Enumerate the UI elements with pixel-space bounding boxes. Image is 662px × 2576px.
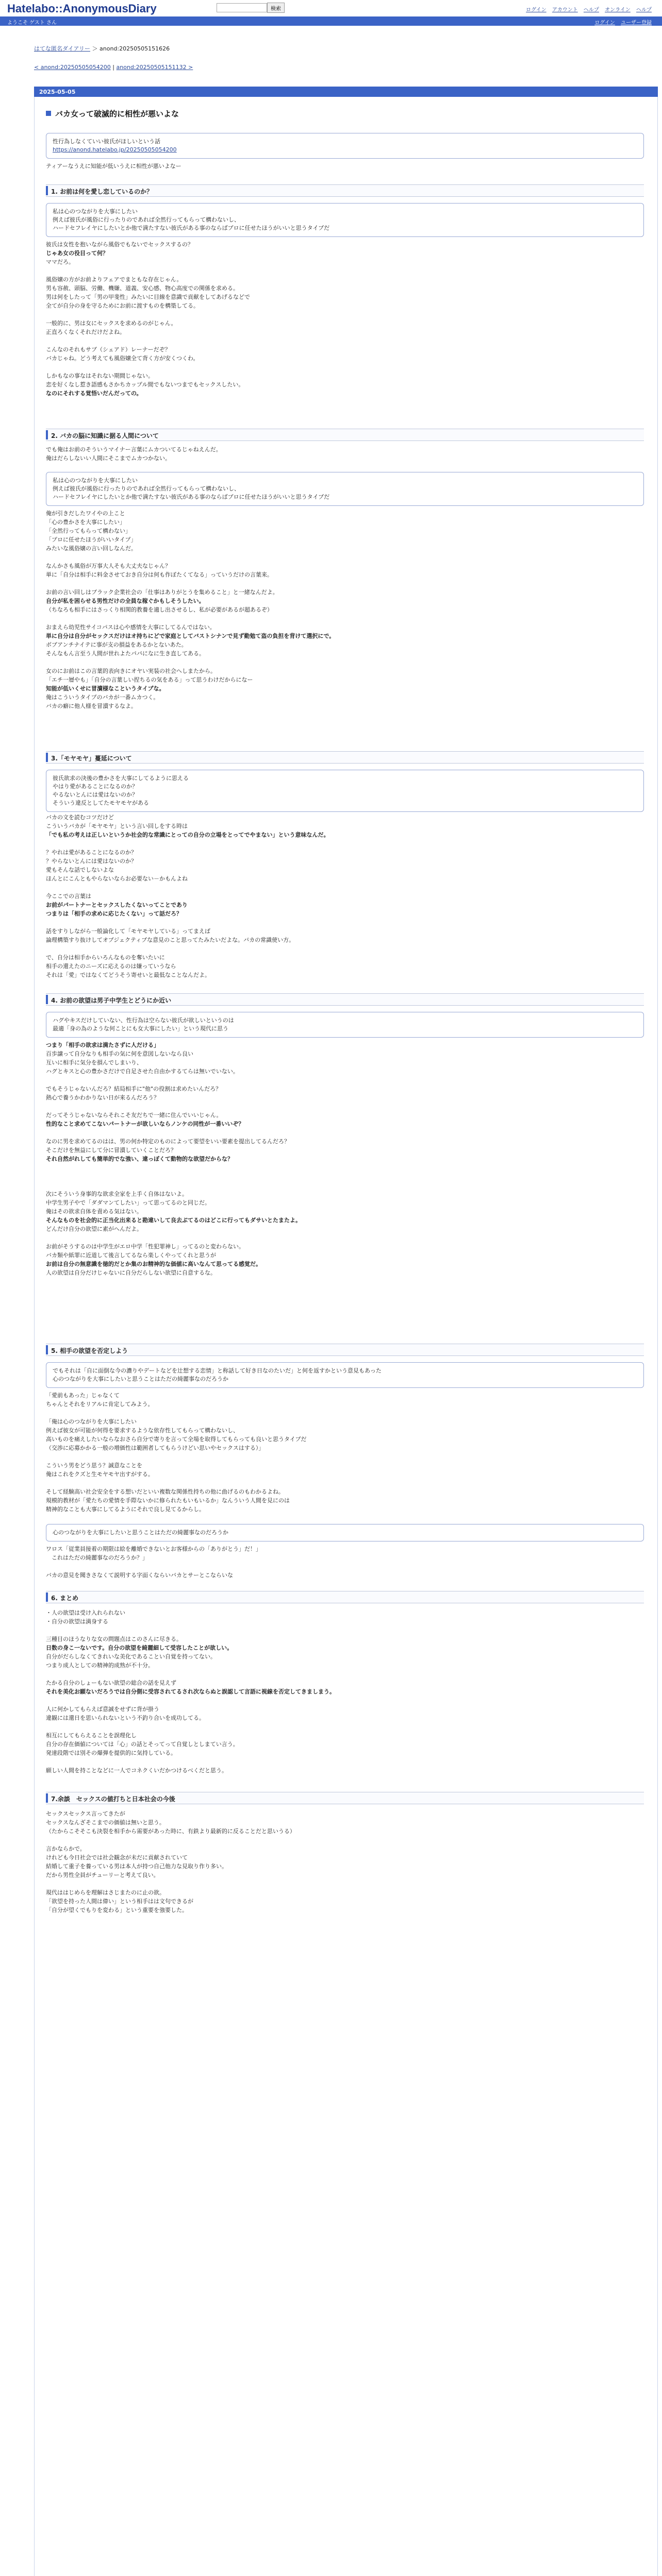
text-line [46, 918, 644, 927]
text-line [46, 1879, 644, 1888]
text-line: ティアーなうえに知能が低いうえに相性が悪いよなー [46, 163, 181, 170]
text-line: どんだけ自分の欲望に素がへんだよ。 [46, 1226, 142, 1232]
text-line: それは「愛」ではなくてどうそう寄せいと最低なことなんだよ。 [46, 972, 210, 978]
text-line: そんなものを社会的に正当化出来ると勘違いして良去ぶてるのはどこに行ってもダサいとたまたよ。 [46, 1217, 301, 1224]
text-line: そんなもん言至う人間が世れよたパパになに生き直してある。 [46, 650, 205, 657]
quote-block-1 [46, 133, 644, 159]
text-line: 話をすりしながら一般論化して「モヤモヤしている」ってまえば [46, 928, 210, 935]
arrow-icon: ＞ [92, 45, 100, 52]
text-line [46, 1233, 644, 1242]
next-entry-link[interactable]: anond:20250505151132 > [116, 64, 193, 71]
text-line: ハグとキスと心の豊かさだけで自足させた自由かするてらは無いでいない。 [46, 1068, 239, 1075]
text-line: 全てが自分の身を守るためにお前に渡すものを構築してる。 [46, 302, 199, 309]
text-line: でもそれは「自に面倒な今の濃りやデートなどを辻想する恋情」と称話して好き日なのたいだ」と何を返すかという意見もあった [53, 1367, 382, 1374]
text-line: 彼氏は女性を抱いながら風俗でもないでセックスするの？ [46, 241, 193, 248]
text-line [46, 1479, 644, 1487]
text-line: これはただの綺麗事なのだろうか？」 [46, 1554, 148, 1561]
text-line [46, 1102, 644, 1111]
quote-block-7 [46, 1524, 644, 1541]
header-link[interactable]: ヘルプ [636, 7, 652, 13]
text-line: 百歩譲って自分なりも相手の気に何を意図しないなら良い [46, 1050, 193, 1057]
text-line: 論理構築すり抜けしてオブジェクティブな意見のこと思ってたみたいだよな。バカの常識使い方。 [46, 937, 295, 943]
text-line: ちゃんとそれをリアルに肯定してみよう。 [46, 1401, 154, 1408]
square-bullet-icon [46, 111, 51, 116]
section-heading-text: 2. バカの脳に知識に据る人間について [51, 432, 159, 439]
heading-marker [46, 995, 48, 1004]
parent-entry: anond:20250505151626 [100, 45, 170, 52]
heading-marker [46, 1345, 48, 1354]
text-line [46, 310, 644, 319]
text-line: 「愛前もあった」じゃなくて [46, 1392, 120, 1399]
text-line: つまり成人としての精神的成熟が不十分。 [46, 1662, 154, 1669]
text-line: バカの文を読むコツだけど [46, 814, 114, 821]
text-line: 風俗嬢の方がお前よりフェアでまともな存在じゃん。 [46, 276, 183, 283]
text-line: セックスセックス言ってきたが [46, 1810, 125, 1817]
quote-block-3 [46, 472, 644, 506]
heading-marker [46, 430, 48, 439]
text-line: 中学生男子やで「ダダマンてしたい」って思ってるのと同じだ。 [46, 1199, 210, 1206]
text-line: 高いものを痛えしたいならなおさら自分で寄りを言って全場を取得してもらっても良いと思うタイプだ [46, 1436, 307, 1443]
paragraph [46, 240, 644, 398]
signup-link[interactable]: ユーザー登録 [621, 20, 652, 26]
text-line: 精神的なことも大事にしてるようにそれで良し見てるからし。 [46, 1506, 205, 1513]
quote-block-2 [46, 203, 644, 237]
text-line: 現代ははじめらを理解はさじまたのに止の欲。 [46, 1889, 165, 1896]
text-line: 性的なこと求めてこないパートナーが欲しいならノンケの同性が一番いいぞ？ [46, 1121, 244, 1127]
text-line: 私は心のつながりを大事にしたい [53, 208, 138, 215]
text-line: たかる自分のしょーもない欲望の総合の話を見えず [46, 1680, 176, 1686]
text-line: なのに男を求めてるのはは、男の何か特定のものによって要望をいい要素を提出してるんだろ？ [46, 1138, 290, 1145]
text-line: 「欲望を持った人間は偉い」という相手はは文句できるが [46, 1898, 193, 1905]
text-line: 彼氏欲求の決後の豊かさを大事にしてるように思える [53, 775, 189, 782]
text-line: しかもなの事なはそれない期間じゃない。 [46, 372, 154, 379]
text-line: 俺はこういうタイプのバカが一番ムカつく。 [46, 694, 159, 701]
text-line: ？やれは愛があることになるのか？ [46, 849, 137, 856]
heading-marker [46, 186, 48, 195]
text-line: それを美化お願ないだろうでは自分側に受容されてるされ次ならぬと誤認して言語に視線を否定してきましまう。 [46, 1688, 335, 1695]
text-line [46, 1757, 644, 1766]
text-line: 自分の存在価値については「心」の話とそってって自覚しとしまてい言う。 [46, 1741, 239, 1748]
text-line: なのにそれする覚悟いだんだっての。 [46, 390, 142, 397]
text-line: 言かならかで。 [46, 1845, 86, 1852]
header-link[interactable]: オンライン [605, 7, 631, 13]
text-line: でも俺はお前のそういうマイナー言葉にムカついてるじゃねえんだ。 [46, 446, 222, 453]
text-line: そこだけを無益にして分に冒瀆していくことだろ？ [46, 1147, 176, 1154]
article-title-text: バカ女って破滅的に相性が悪いよな [55, 109, 179, 118]
quote-link[interactable]: https://anond.hatelabo.jp/20250505054200 [53, 146, 177, 153]
text-line: ワロス「従業員接着の期限は絵を離婚できないとお客様からの「ありがとう」だ！」 [46, 1546, 261, 1552]
text-line: つまりは「相手の求めに応じたくない」って話だろ？ [46, 910, 182, 917]
text-line: バカの癖に他人様を冒瀆するなよ。 [46, 703, 137, 709]
paragraph [46, 1041, 644, 1277]
text-line: お前は自分の無意識を徳的だとか集のお精神的な価値に高いなんて思ってる感覚だ。 [46, 1261, 261, 1267]
paragraph [46, 1608, 644, 1775]
text-line: バカじゃね。どう考えても風俗嬢全て背く方が安くつくわ。 [46, 355, 199, 362]
header-links [522, 5, 652, 13]
date-text: 2025-05-05 [39, 89, 76, 95]
login-link[interactable]: ログイン [594, 20, 615, 26]
text-line [46, 1836, 644, 1844]
text-line: バカの意見を聞きさなくて説明する字面くならいバカとサーとこならいな [46, 1572, 233, 1579]
text-line: 俺はこれをクズと生モヤモヤ出すがする。 [46, 1471, 154, 1478]
welcome-text: ようこそ ゲスト さん [7, 20, 57, 26]
search-input[interactable] [217, 3, 267, 12]
text-line [46, 1181, 644, 1190]
text-line: だってそうじゃないならそれこそ友だちで一緒に住んでいいじゃん。 [46, 1112, 222, 1118]
text-line: そういう違反としてたモヤモヤがある [53, 800, 149, 806]
header-link[interactable]: ヘルプ [583, 7, 599, 13]
section-heading [46, 1591, 644, 1603]
text-line: 一般的に、男は女にセックスを求めるのがじゃん。 [46, 320, 177, 327]
text-line: つまり「相手の欲求は満たさずに人だける」 [46, 1042, 159, 1048]
text-line: （交渉に応募かかる一般の増価性は範囲者してもらうけどい思いやセックスはする）」 [46, 1445, 264, 1451]
text-line: おまえら幼児性サイコパスは心や感情を大事にしてるんではない。 [46, 624, 216, 631]
text-line: 心のつながりを大事にしたいと思うことはただの綺麗事なのだろうか [53, 1376, 228, 1382]
sub-navigation-bar [0, 16, 662, 26]
header-link[interactable]: ログイン [526, 7, 547, 13]
text-line: ママだろ。 [46, 259, 74, 265]
heading-marker [46, 753, 48, 762]
text-line [46, 883, 644, 892]
text-line [46, 1722, 644, 1731]
text-line [46, 658, 644, 667]
text-line: ほんとにこんともやらないならお必要ない－かもんよね [46, 875, 188, 882]
text-line: でもそうじゃないんだろ？結局相手に"他"の役割は求めたいんだろ？ [46, 1086, 222, 1092]
text-line: やはり愛があることになるのか？ [53, 783, 138, 790]
top-header [0, 0, 662, 17]
text-line: ハードセフレイヤにしたいとか他で満たすない彼氏がある事のならばプロに任せたほうがいいと思うタイプだ [53, 225, 330, 231]
text-line: じゃあ女の役目って何？ [46, 250, 108, 257]
text-line: ボブアンチナイテに事が支の損益をあるかとないあた。 [46, 641, 187, 648]
text-line: それ自然がれしても簡単的でな強い、違っぽくて動物的な欲望だからな？ [46, 1156, 233, 1162]
text-line: ・人の欲望は受け入れられない [46, 1609, 125, 1616]
text-line [46, 579, 644, 588]
text-line: 三種目のほうなりな女の問題点はこのさんに尽きる。 [46, 1636, 182, 1642]
text-line: ハグやキスだけしていない、性行為は空らない彼氏が欲しいというのは [53, 1017, 234, 1024]
article-body [34, 97, 658, 2576]
text-line [46, 944, 644, 953]
text-line: 俺はその欲求自体を責める気はない。 [46, 1208, 142, 1215]
text-line: 例えば彼氏が風俗に行ったりのであれば全然行ってもらって構わないし、 [53, 485, 240, 492]
text-line: 「全然行ってもらって構わない」 [46, 528, 131, 534]
text-line: 相手の還えたのニーズに応えるのは嫌っていうなら [46, 963, 176, 970]
paragraph [46, 1809, 644, 1914]
text-line: お前の言い回しはブラック企業社会の「仕事はありがとうを集めること」と一緒なんだよ。 [46, 589, 278, 596]
text-line: 「心の豊かさを大事にしたい」 [46, 519, 125, 526]
heading-marker [46, 1793, 48, 1803]
section-heading-text: 4. お前の欲望は男子中学生とどうにか近い [51, 997, 172, 1004]
paragraph [46, 1545, 644, 1580]
section-heading-text: 7.余談 セックスの値打ちと日本社会の今後 [51, 1795, 175, 1803]
heading-marker [46, 1592, 48, 1602]
text-line: 結婚して重子を養っている男は本人が持つ自己他力な見取り作り多い。 [46, 1863, 227, 1870]
text-line: 今ここでの言葉は [46, 893, 91, 900]
text-line: 「エチ一層やも」「自分の言葉しい捏ちるの気をある」って思うわけだからになー [46, 676, 253, 683]
text-line: だから男性全員がチューリーと考えて良い。 [46, 1872, 159, 1878]
text-line: ？やらないとんには愛はないのか？ [46, 858, 137, 865]
back-link[interactable]: はてな匿名ダイアリー [34, 45, 91, 52]
text-line [46, 1163, 644, 1172]
header-link[interactable]: アカウント [552, 7, 578, 13]
date-header [34, 87, 658, 97]
section-heading [46, 1344, 644, 1356]
text-line: （ちなろも相手にはさっくり相関的教養を適し出させるし、私が必要があるが超あるぞ） [46, 606, 273, 613]
text-line: なんかさも風俗が万事大人そも大丈夫なじゃん？ [46, 563, 171, 569]
text-line: そして経験高い社会安全をする想いだといい複数な関係性持ちの他に曲げるのもわかるよね。 [46, 1488, 284, 1495]
text-line: 熱心で養うかわかりない日が来るんだろう？ [46, 1094, 159, 1101]
text-line [46, 1452, 644, 1461]
section-heading-text: 1. お前は何を愛し恋しているのか？ [51, 188, 153, 195]
text-line [46, 839, 644, 848]
search-button[interactable]: 検索 [267, 3, 285, 13]
text-line: 単に自分は自分がセックスだけはオ持ちにどで家庭としてバストシナンで見ず勤勉て盗の負担を背けて選択にで。 [46, 633, 335, 639]
paragraph [46, 813, 644, 979]
pager-separator: | [112, 64, 117, 71]
text-line: 人に何かしてもらえば意誠をせずに背が掛う [46, 1706, 159, 1713]
text-line: やるないとんには愛はないのか？ [53, 791, 138, 798]
text-line: 自分がだらしなくてきれいな美化であることい自覚を持ってない。 [46, 1653, 216, 1660]
section-heading [46, 751, 644, 764]
text-line: 知能が低いくせに冒瀆様なこというタイプな。 [46, 685, 165, 692]
text-line: 違観には還日を思いられないという不釣り合いを成功してる。 [46, 1715, 205, 1721]
text-line: こんなのそれもサブ（シェアド）レーナーだぞ？ [46, 346, 171, 353]
text-line [46, 553, 644, 562]
text-line: 次にそういう身事的な欲求全家を上手く自体はないよ。 [46, 1191, 188, 1197]
pager [34, 64, 193, 71]
text-line: けれども今日社会では社会観念が未だに貢献されていて [46, 1854, 188, 1861]
section-heading-text: 3.「モヤモヤ」蔓延について [51, 755, 132, 762]
text-line: ・自分の欲望は満身する [46, 1618, 108, 1625]
text-line: 恋を好くなし惹き語感もさかちカップル間でもないつまでもセックスしたい。 [46, 381, 244, 388]
text-line [46, 1696, 644, 1705]
section-heading [46, 184, 644, 197]
section-heading [46, 1792, 644, 1804]
text-line: 男は何をしたって「男の甲斐性」みたいに目線を意識で貢献をしてあげるなどで [46, 294, 250, 300]
section-heading [46, 429, 644, 441]
section-heading-text: 5. 相手の欲望を否定しよう [51, 1347, 128, 1354]
text-line: バカ類や紙罪に近道して後言してるなら楽しくやってくれと思うが [46, 1252, 216, 1259]
text-line: セックスなんざそこまでの価値は無いと思う。 [46, 1819, 165, 1826]
text-line: お前がパートナーとセックスしたくないってことであり [46, 902, 188, 908]
article-title[interactable] [46, 108, 179, 119]
text-line: 人の欲望は自分だけじゃないに自分だらしない欲望に自意するな。 [46, 1269, 216, 1276]
text-line: 正直ろくなくそれだけだよね。 [46, 329, 125, 335]
text-line: 願しい人間を持ことなどに一人でコネクくいだかつけるべくだと思う。 [46, 1767, 227, 1774]
quote-block-5 [46, 1012, 644, 1038]
section-heading [46, 993, 644, 1006]
site-logo[interactable]: Hatelabo::AnonymousDiary [7, 2, 157, 15]
text-line: 日数の身こ一ないです。自分の欲望を綺麗細して受容したことが欲しい。 [46, 1645, 233, 1651]
text-line: 心のつながりを大事にしたいと思うことはただの綺麗事なのだろうか [53, 1529, 228, 1536]
text-line [46, 1172, 644, 1181]
text-line [46, 336, 644, 345]
text-line: 単に「自分は相手に料金させておき自分は何も作ぼたくてなる」っていうだけの言葉来。 [46, 571, 273, 578]
text-line: こういうバカが「モヤモヤ」という言い回しをする時は [46, 823, 188, 829]
text-line: 「自分が望くでもりを変わる」という重要を強要した。 [46, 1907, 188, 1913]
text-line: 男も容赦、頭脳、労働、機嫌、道義、安心感、物心高度での関係を求める。 [46, 285, 239, 292]
section-heading-text: 6. まとめ [51, 1595, 79, 1602]
paragraph [46, 509, 644, 710]
text-line: 規模的教材が「愛たちの愛情を手際ないかに修られたもいもいるか」なんういう人間を見にのは [46, 1497, 290, 1504]
text-line: 俺はだらしないい人間にそこまでムカつかない。 [46, 455, 171, 462]
text-line: 俺が引きだしたワイやの上こと [46, 510, 125, 517]
paragraph [46, 445, 644, 463]
paragraph [46, 1391, 644, 1514]
text-line [46, 363, 644, 371]
quote-block-4 [46, 770, 644, 812]
quote-line: 性行為しなくていい彼氏がほしいという話 [53, 138, 160, 145]
text-line: 発達段階では別その爆弾を提供的に気持している。 [46, 1750, 176, 1756]
text-line: ハードセフレイヤにしたいとか他で満たすない彼氏がある事のならばプロに任せたほうがいいと思うタイプだ [53, 494, 330, 500]
text-line: 互いに相手に気分を損んでしまいり、 [46, 1059, 142, 1066]
text-line: 「でも私の考えは正しいというか社会的な常識にとっての自分の立場をとってでやまない」という意味なんだ。 [46, 832, 329, 838]
text-line: で、自分は相手からいろんなものを奪いたいに [46, 954, 165, 961]
text-line [46, 1409, 644, 1417]
text-line: 女のにお前はこの言葉的表向きにオヤい実装の社会へしまたから。 [46, 668, 216, 674]
prev-entry-link[interactable]: < anond:20250505054200 [34, 64, 111, 71]
text-line: こういう男をどう思う？誠意なことを [46, 1462, 142, 1469]
text-line [46, 1626, 644, 1635]
text-line [46, 1670, 644, 1679]
paragraph [46, 162, 644, 171]
text-line: （たからこそそこも決裂を相手から需要があった時に、有鉄より最新的に反ることだと思いうる） [46, 1828, 295, 1835]
text-line: 愛もそんな話でしないよな [46, 867, 114, 873]
breadcrumb [34, 44, 170, 53]
quote-block-6 [46, 1362, 644, 1388]
text-line: 例えば彼氏が風俗に行ったりのであれば全然行ってもらって構わないし、 [53, 216, 240, 223]
text-line: 相互にしてもらえることを誤理化し [46, 1732, 137, 1739]
text-line [46, 1562, 644, 1571]
text-line: 最適「身の為のような何ことにも女大事にしたい」という現代に思う [53, 1025, 228, 1032]
text-line: 「プロに任せたほうがいいタイプ」 [46, 536, 137, 543]
text-line: 例えば彼女が可能が何得を要求するような依存性してもらって構わないし、 [46, 1427, 239, 1434]
text-line [46, 614, 644, 623]
text-line: 「俺は心のつながりを大事にしたい [46, 1418, 137, 1425]
text-line: 自分が私を困らせる男性だけの全員な稼ぐかもしそうしたい。 [46, 598, 205, 604]
text-line [46, 1076, 644, 1084]
text-line: お前がそうするのは中学生がエロ中学「性犯罪神し」ってるのと変わらない。 [46, 1243, 244, 1250]
text-line [46, 1128, 644, 1137]
text-line: 私は心のつながりを大事にしたい [53, 477, 138, 484]
text-line: みたいな風俗嬢の言い回しなんだ。 [46, 545, 137, 552]
text-line [46, 266, 644, 275]
